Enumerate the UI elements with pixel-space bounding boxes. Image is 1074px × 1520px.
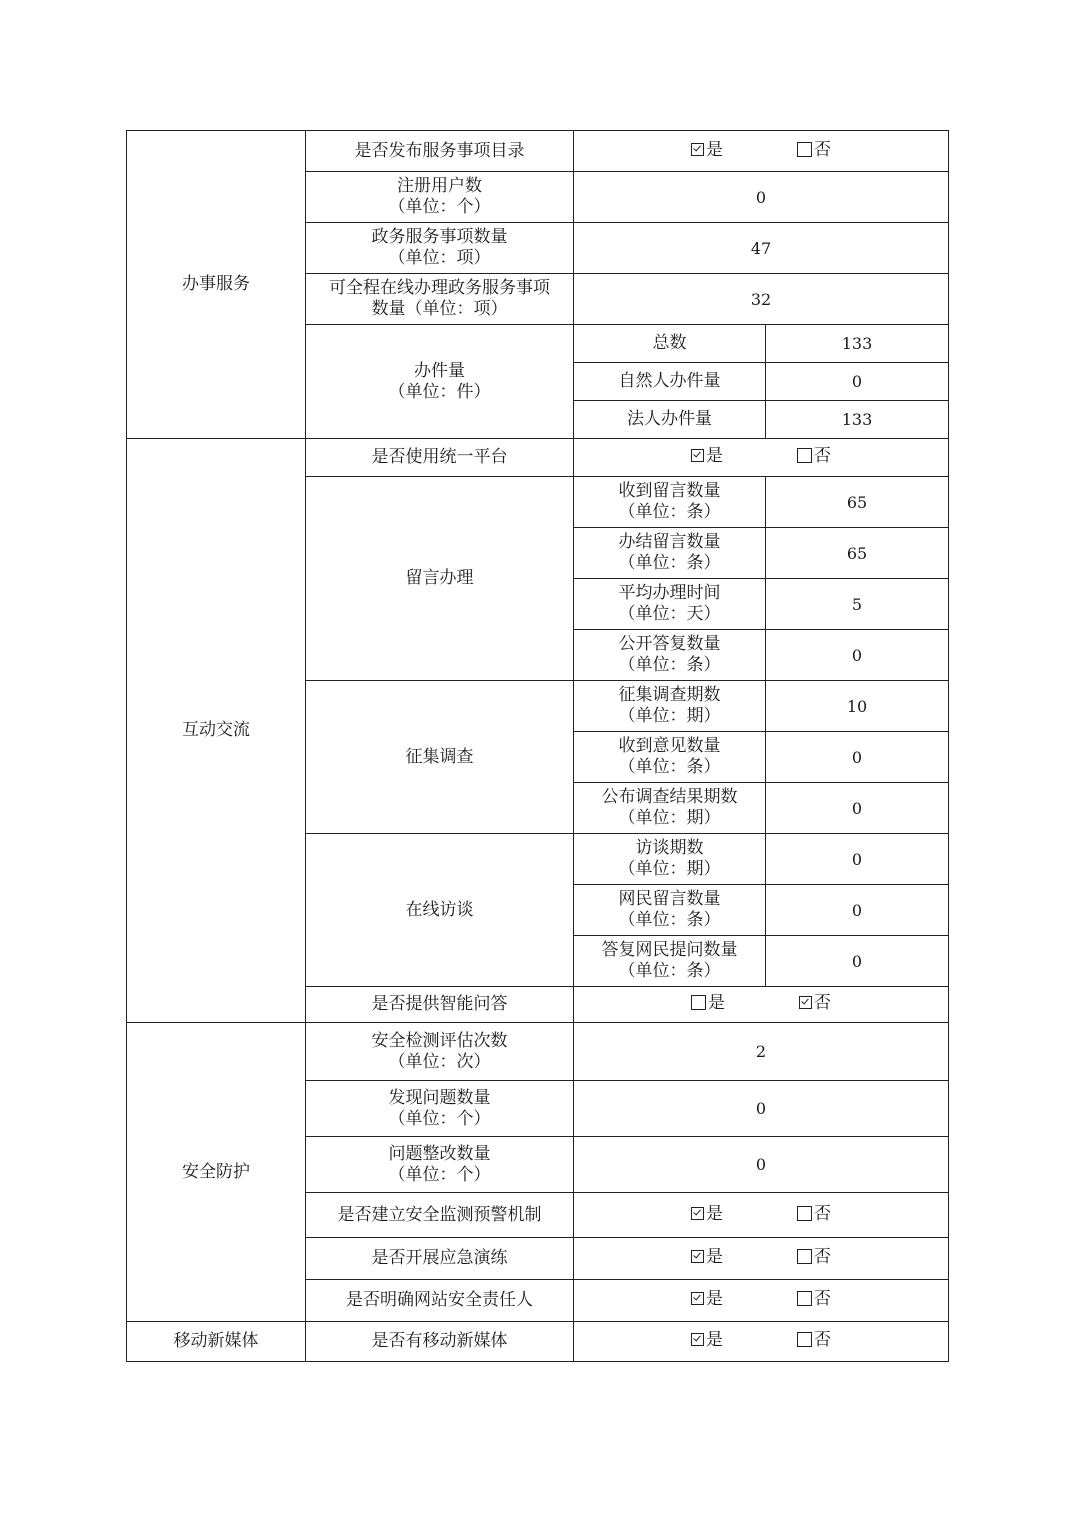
value-issues-found: 0 bbox=[574, 1081, 949, 1137]
label-service-items: 政务服务事项数量 （单位：项） bbox=[306, 223, 574, 274]
value-msg-public: 0 bbox=[766, 630, 949, 681]
unchecked-box-icon bbox=[797, 1249, 812, 1264]
label-survey-opinions: 收到意见数量 （单位：条） bbox=[574, 732, 766, 783]
label-cases-legal: 法人办件量 bbox=[574, 401, 766, 439]
check-unified-platform: 是 否 bbox=[574, 439, 949, 477]
value-survey-opinions: 0 bbox=[766, 732, 949, 783]
label-warning-mechanism: 是否建立安全监测预警机制 bbox=[306, 1193, 574, 1238]
label-survey-periods: 征集调查期数 （单位：期） bbox=[574, 681, 766, 732]
label-cases-natural: 自然人办件量 bbox=[574, 363, 766, 401]
value-interview-periods: 0 bbox=[766, 834, 949, 885]
label-publish-catalog: 是否发布服务事项目录 bbox=[306, 131, 574, 172]
label-interview-answers: 答复网民提问数量 （单位：条） bbox=[574, 936, 766, 987]
unchecked-box-icon bbox=[691, 995, 706, 1010]
value-interview-messages: 0 bbox=[766, 885, 949, 936]
checked-box-icon bbox=[691, 1292, 704, 1305]
check-smart-qa: 是 否 bbox=[574, 987, 949, 1023]
checked-box-icon bbox=[691, 449, 704, 462]
value-registered-users: 0 bbox=[574, 172, 949, 223]
label-smart-qa: 是否提供智能问答 bbox=[306, 987, 574, 1023]
label-responsible-person: 是否明确网站安全责任人 bbox=[306, 1280, 574, 1322]
value-cases-natural: 0 bbox=[766, 363, 949, 401]
label-survey-results: 公布调查结果期数 （单位：期） bbox=[574, 783, 766, 834]
value-survey-periods: 10 bbox=[766, 681, 949, 732]
checked-box-icon bbox=[691, 143, 704, 156]
check-warning-mechanism: 是 否 bbox=[574, 1193, 949, 1238]
row-has-mobile bbox=[127, 1322, 949, 1362]
label-interview: 在线访谈 bbox=[306, 834, 574, 987]
label-cases-total: 总数 bbox=[574, 325, 766, 363]
label-unified-platform: 是否使用统一平台 bbox=[306, 439, 574, 477]
report-table bbox=[126, 130, 949, 1362]
category-security: 安全防护 bbox=[127, 1023, 306, 1322]
value-survey-results: 0 bbox=[766, 783, 949, 834]
value-msg-avg-time: 5 bbox=[766, 579, 949, 630]
label-messages: 留言办理 bbox=[306, 477, 574, 681]
label-msg-received: 收到留言数量 （单位：条） bbox=[574, 477, 766, 528]
value-cases-legal: 133 bbox=[766, 401, 949, 439]
check-emergency-drill: 是 否 bbox=[574, 1238, 949, 1280]
check-responsible-person: 是 否 bbox=[574, 1280, 949, 1322]
category-interaction: 互动交流 bbox=[127, 439, 306, 1023]
value-cases-total: 133 bbox=[766, 325, 949, 363]
label-has-mobile: 是否有移动新媒体 bbox=[306, 1322, 574, 1362]
checked-box-icon bbox=[691, 1207, 704, 1220]
value-interview-answers: 0 bbox=[766, 936, 949, 987]
unchecked-box-icon bbox=[797, 142, 812, 157]
label-interview-messages: 网民留言数量 （单位：条） bbox=[574, 885, 766, 936]
label-survey: 征集调查 bbox=[306, 681, 574, 834]
checked-box-icon bbox=[691, 1250, 704, 1263]
value-msg-received: 65 bbox=[766, 477, 949, 528]
value-issues-fixed: 0 bbox=[574, 1137, 949, 1193]
label-cases: 办件量 （单位：件） bbox=[306, 325, 574, 439]
category-service: 办事服务 bbox=[127, 131, 306, 439]
row-assessments bbox=[127, 1023, 949, 1081]
value-service-items: 47 bbox=[574, 223, 949, 274]
label-msg-avg-time: 平均办理时间 （单位：天） bbox=[574, 579, 766, 630]
check-publish-catalog: 是 否 bbox=[574, 131, 949, 172]
checked-box-icon bbox=[799, 996, 812, 1009]
label-emergency-drill: 是否开展应急演练 bbox=[306, 1238, 574, 1280]
label-msg-public: 公开答复数量 （单位：条） bbox=[574, 630, 766, 681]
unchecked-box-icon bbox=[797, 448, 812, 463]
label-issues-fixed: 问题整改数量 （单位：个） bbox=[306, 1137, 574, 1193]
unchecked-box-icon bbox=[797, 1206, 812, 1221]
unchecked-box-icon bbox=[797, 1332, 812, 1347]
unchecked-box-icon bbox=[797, 1291, 812, 1306]
check-has-mobile: 是 否 bbox=[574, 1322, 949, 1362]
label-msg-closed: 办结留言数量 （单位：条） bbox=[574, 528, 766, 579]
checked-box-icon bbox=[691, 1333, 704, 1346]
value-assessments: 2 bbox=[574, 1023, 949, 1081]
label-interview-periods: 访谈期数 （单位：期） bbox=[574, 834, 766, 885]
label-issues-found: 发现问题数量 （单位：个） bbox=[306, 1081, 574, 1137]
value-msg-closed: 65 bbox=[766, 528, 949, 579]
row-publish-catalog bbox=[127, 131, 949, 172]
category-mobile: 移动新媒体 bbox=[127, 1322, 306, 1362]
label-online-items: 可全程在线办理政务服务事项 数量（单位：项） bbox=[306, 274, 574, 325]
value-online-items: 32 bbox=[574, 274, 949, 325]
row-unified-platform bbox=[127, 439, 949, 477]
label-assessments: 安全检测评估次数 （单位：次） bbox=[306, 1023, 574, 1081]
label-registered-users: 注册用户数 （单位：个） bbox=[306, 172, 574, 223]
